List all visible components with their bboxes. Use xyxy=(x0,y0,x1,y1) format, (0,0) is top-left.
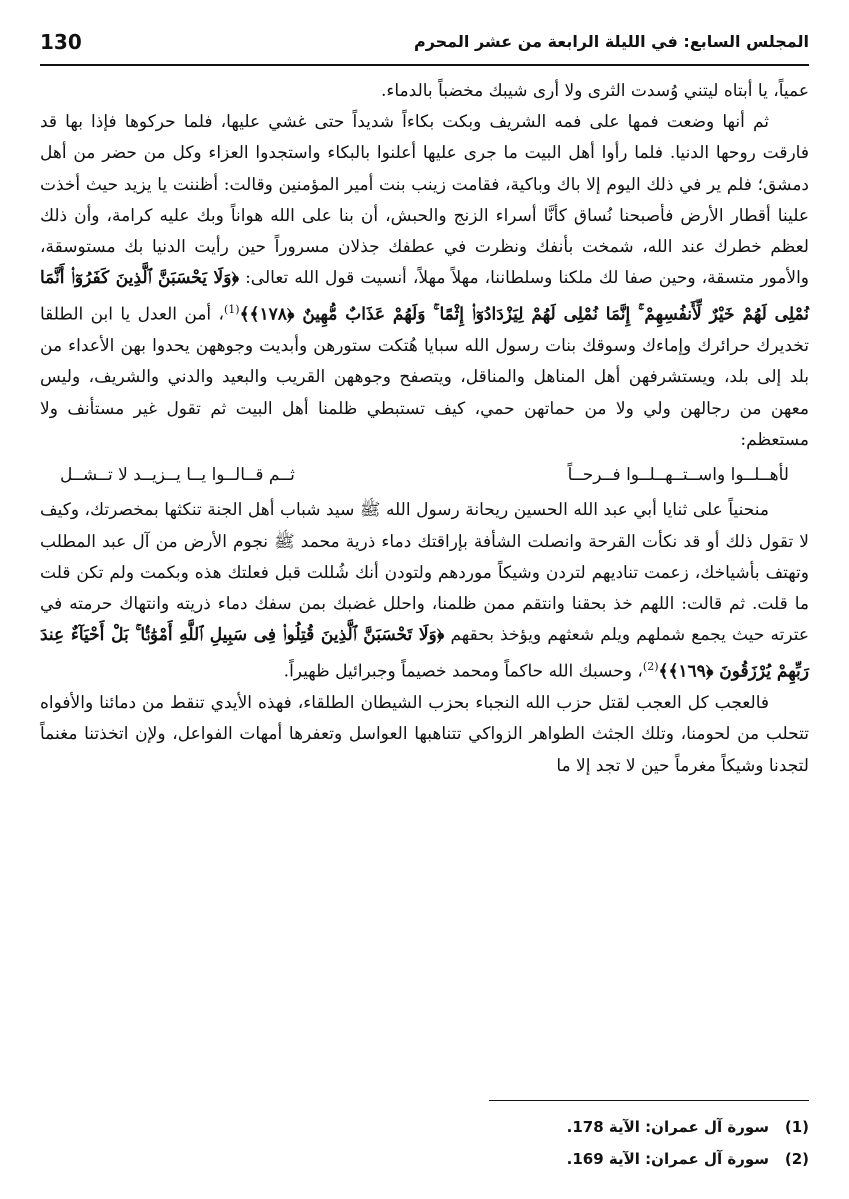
footnote-ref-2: (2) xyxy=(642,660,659,674)
poetry-verse xyxy=(40,460,809,491)
footnote-number: (2) xyxy=(784,1150,809,1168)
footnote-divider xyxy=(489,1100,809,1101)
paragraph-5-text: ، وحسبك الله حاكماً ومحمد خصيماً وجبرائيل ظهيراً. xyxy=(283,661,643,682)
quran-verse-2: ﴿وَلَا تَحْسَبَنَّ ٱلَّذِينَ قُتِلُوا۟ فِى سَبِيلِ ٱللَّهِ أَمْوَٰتًۢا ۚ بَلْ أَحْيَآءٌ عِندَ رَبِّهِمْ يُرْزَقُونَ ﴿١٦٩﴾﴾ xyxy=(40,625,809,682)
paragraph-3-text: ، أمن العدل يا ابن الطلقا تخديرك حرائرك وإماءك وسوقك بنات رسول الله سبايا هُتكت ستورهن وأبديت وجوههن يحدوا بهن الأعداء من بلد إلى بلد، ويستشرفهن أهل المناهل والمناقل، ويتصفح وجوههن القريب والبعيد والدني والشريف، وليس معهن من رجالهن ولي ولا من حماتهن حمي، كيف تستبطي ظلمنا أهل البيت ثم تقول غير مستأنف ولا مستعظم: xyxy=(40,305,809,450)
paragraph-2 xyxy=(40,107,809,456)
paragraph-4 xyxy=(40,495,809,688)
verse-second-hemistich: ثــم قــالــوا يــا يــزيــد لا تــشــل xyxy=(60,465,295,486)
footnote-text: سورة آل عمران: الآية 178. xyxy=(566,1118,769,1136)
page-header xyxy=(40,28,809,66)
quran-verse-1: ﴿وَلَا يَحْسَبَنَّ ٱلَّذِينَ كَفَرُوٓا۟ أَنَّمَا نُمْلِى لَهُمْ خَيْرٌ لِّأَنفُسِهِمْ ۚ إِنَّمَا نُمْلِى لَهُمْ لِيَزْدَادُوٓا۟ إِثْمًا ۚ وَلَهُمْ عَذَابٌ مُّهِينٌ ﴿١٧٨﴾﴾ xyxy=(40,268,810,326)
footnote-1 xyxy=(40,1111,809,1143)
body-text xyxy=(40,76,809,782)
running-title: المجلس السابع: في الليلة الرابعة من عشر المحرم xyxy=(413,32,809,51)
footnote-text: سورة آل عمران: الآية 169. xyxy=(566,1150,769,1168)
paragraph-2-text: ثم أنها وضعت فمها على فمه الشريف وبكت بكاءاً شديداً حتى غشي عليها، فلما حركوها فإذا بها قد فارقت روحها الدنيا. فلما رأوا أهل البيت ما جرى عليها أعلنوا بالبكاء واستجدوا العزاء وكل من حضر من أهل دمشق؛ فلم ير في ذلك اليوم إلا باك وباكية، فقامت زينب بنت أمير المؤمنين وقالت: أظننت يا يزيد حيث أخذت علينا أقطار الأرض فأصبحنا نُساق كأنَّا أسراء الزنج والحبش، أن بنا على الله هواناً وبك عليه كرامة، وأن ذلك لعظم خطرك عند الله، شمخت بأنفك ونظرت في عطفك جذلان مسروراً حين رأيت الدنيا بك مستوسقة، والأمور متسقة، وحين صفا لك ملكنا وسلطاننا، مهلاً مهلاً، أنسيت قول الله تعالى: xyxy=(40,112,810,289)
footnote-number: (1) xyxy=(784,1118,809,1136)
paragraph-1: عمياً، يا أبتاه ليتني وُسدت الثرى ولا أرى شيبك مخضباً بالدماء. xyxy=(380,81,809,101)
footnote-2 xyxy=(40,1143,809,1175)
page-number: 130 xyxy=(40,30,82,54)
verse-first-hemistich: لأهــلــوا واســتــهــلــوا فــرحــاً xyxy=(567,465,789,486)
paragraph-4-text: منحنياً على ثنايا أبي عبد الله الحسين ريحانة رسول الله ﷺ سيد شباب أهل الجنة تنكثها بمخصرتك، وكيف لا تقول ذلك أو قد نكأت القرحة وانصلت الشأفة بإراقتك دماء ذرية محمد ﷺ نجوم الأرض من آل عبد المطلب وتهتف بأشياخك، زعمت تناديهم لتردن وشيكاً موردهم ولتودن أنك شُللت قبل فعلتك هذه وبكمت ولم تكن قلت ما قلت. ثم قالت: اللهم خذ بحقنا وانتقم ممن ظلمنا، واحلل غضبك بمن سفك دماء ذريته وانتهاك حرمته في عترته حيث يجمع شملهم ويلم شعثهم ويؤخذ بحقهم xyxy=(40,500,810,646)
paragraph-6: فالعجب كل العجب لقتل حزب الله النجباء بحزب الشيطان الطلقاء، فهذه الأيدي تنقط من دمائنا والأفواه تتحلب من لحومنا، وتلك الجثث الطواهر الزواكي تتناهبها العواسل وتعفرها أمهات الفواعل، ولإن اتخذتنا مغنماً لتجدنا وشيكاً مغرماً حين لا تجد إلا ما xyxy=(40,693,809,776)
footnote-ref-1: (1) xyxy=(224,303,240,317)
footnotes xyxy=(40,1100,809,1175)
